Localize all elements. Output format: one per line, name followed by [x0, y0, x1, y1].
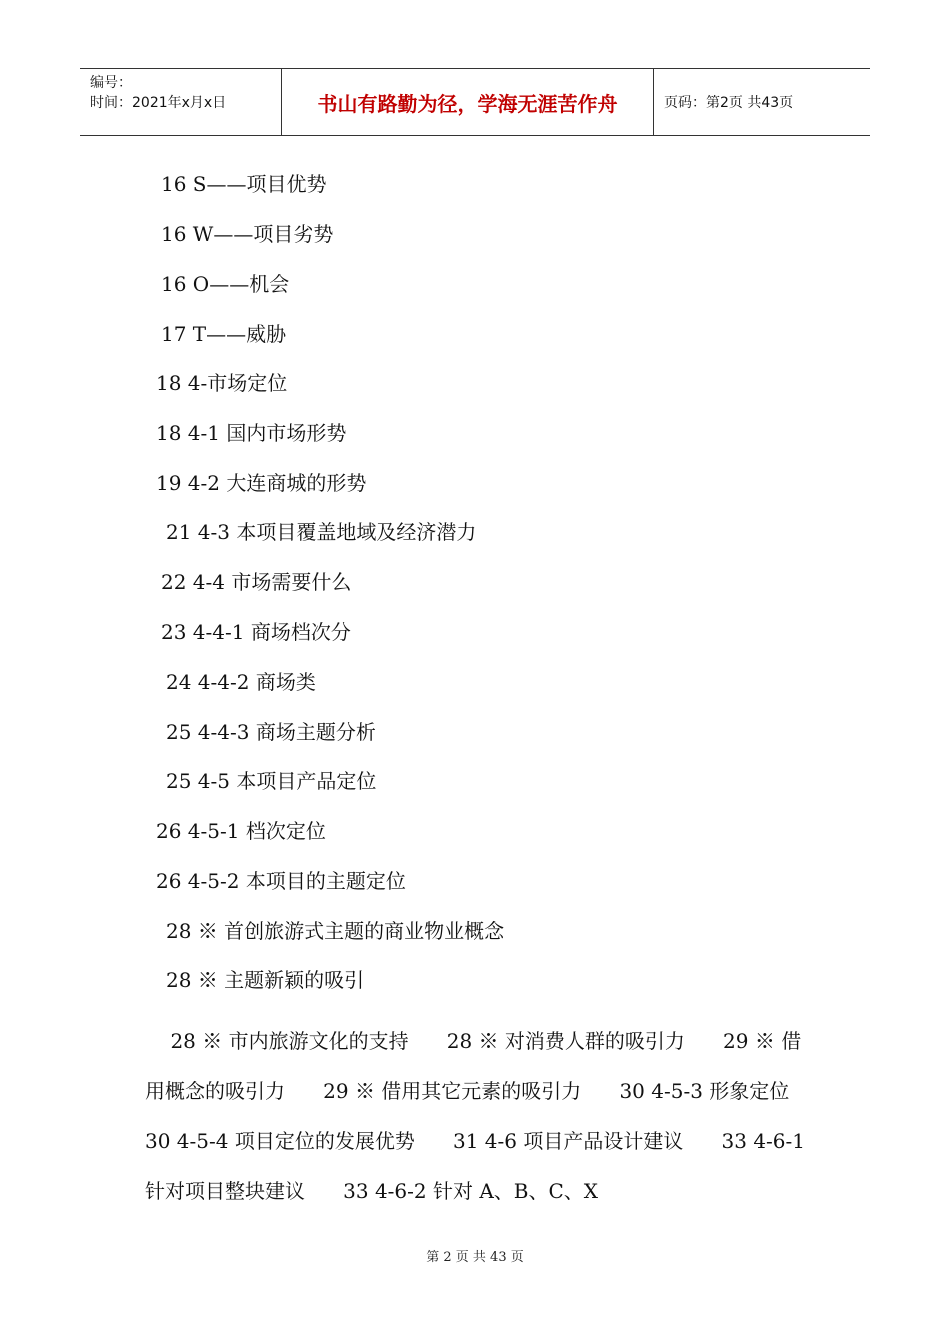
toc-line: 25 4-5 本项目产品定位 [166, 769, 377, 793]
number-label: 编号： [90, 75, 132, 91]
time-label: 时间：2021年x月x日 [90, 95, 227, 111]
toc-line: 16 S——项目优势 [161, 172, 327, 196]
toc-line: 23 4-4-1 商场档次分 [161, 620, 351, 644]
toc-paragraph: 28 ※ 市内旅游文化的支持 28 ※ 对消费人群的吸引力 29 ※ 借用概念的吸引力 29 ※ 借用其它元素的吸引力 30 4-5-3 形象定位 30 4-5-4 项目定位的发展优势 31 4-6 项目产品设计建议 33 4-6-1 针对项目整块建议 33 4-6-2 针对 A、B、C、X [145, 1029, 828, 1203]
toc-line: 26 4-5-1 档次定位 [156, 819, 326, 843]
toc-line: 25 4-4-3 商场主题分析 [166, 720, 376, 744]
toc-line: 16 O——机会 [161, 272, 290, 296]
toc-line: 18 4-1 国内市场形势 [156, 421, 347, 445]
toc-line: 16 W——项目劣势 [161, 222, 334, 246]
toc-line: 28 ※ 首创旅游式主题的商业物业概念 [166, 919, 505, 943]
toc-line: 17 T——威胁 [161, 322, 287, 346]
toc-line: 24 4-4-2 商场类 [166, 670, 316, 694]
header-meta [80, 69, 282, 135]
toc-line: 19 4-2 大连商城的形势 [156, 471, 367, 495]
toc-line: 22 4-4 市场需要什么 [161, 570, 352, 594]
page-header [80, 68, 870, 136]
page-footer: 第 2 页 共 43 页 [426, 1250, 524, 1265]
header-page-info: 页码：第2页 共43页 [664, 95, 794, 111]
toc-line: 21 4-3 本项目覆盖地域及经济潜力 [166, 520, 477, 544]
header-motto: 书山有路勤为径，学海无涯苦作舟 [282, 69, 654, 135]
toc-line: 28 ※ 主题新颖的吸引 [166, 968, 365, 992]
toc-line: 26 4-5-2 本项目的主题定位 [156, 869, 406, 893]
toc-line: 18 4-市场定位 [156, 371, 288, 395]
